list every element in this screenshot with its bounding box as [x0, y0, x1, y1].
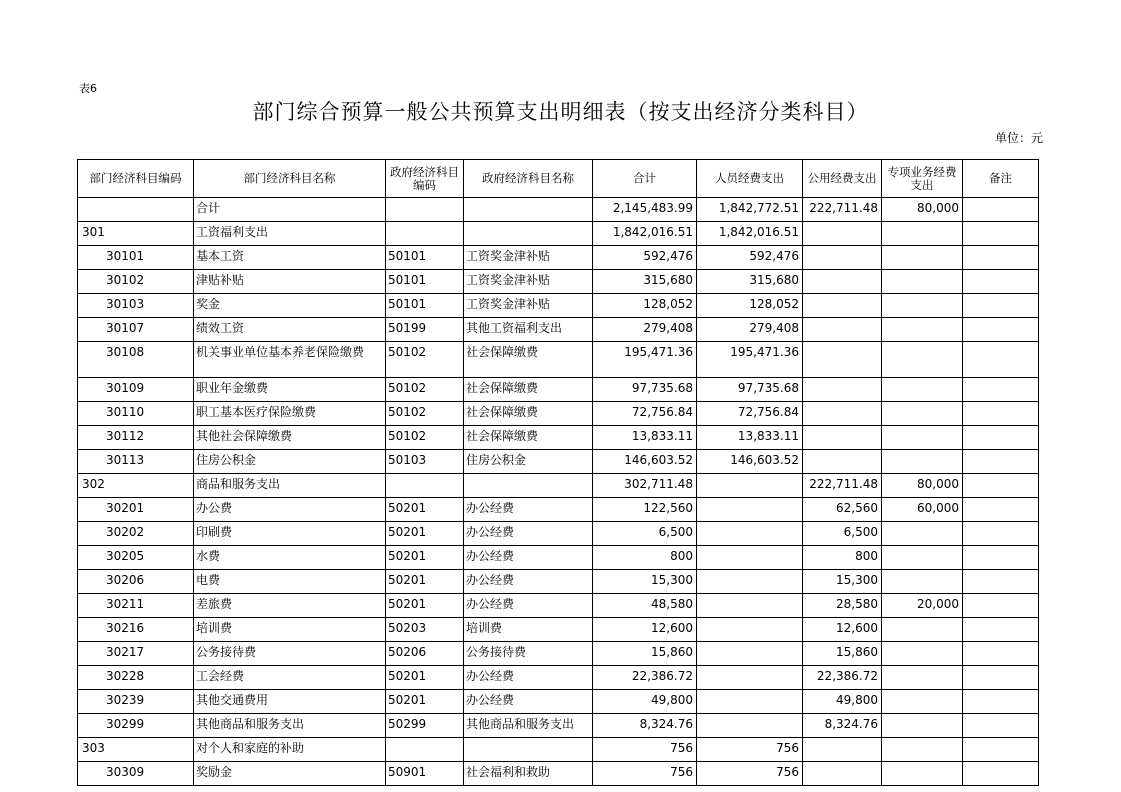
table-row — [78, 474, 1039, 498]
cell-personnel: 97,735.68 — [697, 378, 803, 402]
cell-personnel: 128,052 — [697, 294, 803, 318]
cell-public — [803, 318, 882, 342]
cell-gov-code: 50101 — [386, 270, 464, 294]
cell-dept-name: 绩效工资 — [194, 318, 386, 342]
cell-gov-code — [386, 222, 464, 246]
cell-total: 756 — [593, 762, 697, 786]
cell-total: 2,145,483.99 — [593, 198, 697, 222]
header-personnel: 人员经费支出 — [697, 160, 803, 198]
cell-gov-name: 公务接待费 — [464, 642, 593, 666]
cell-gov-code: 50299 — [386, 714, 464, 738]
cell-personnel: 146,603.52 — [697, 450, 803, 474]
cell-special — [882, 402, 963, 426]
cell-dept-code: 30110 — [78, 402, 194, 426]
header-public: 公用经费支出 — [803, 160, 882, 198]
cell-special — [882, 246, 963, 270]
page-title: 部门综合预算一般公共预算支出明细表（按支出经济分类科目） — [252, 100, 869, 124]
cell-special: 60,000 — [882, 498, 963, 522]
cell-note — [963, 642, 1039, 666]
cell-dept-code — [78, 198, 194, 222]
cell-personnel: 195,471.36 — [697, 342, 803, 378]
cell-gov-name: 社会保障缴费 — [464, 378, 593, 402]
cell-gov-name: 办公经费 — [464, 690, 593, 714]
header-gov-name: 政府经济科目名称 — [464, 160, 593, 198]
cell-special: 80,000 — [882, 474, 963, 498]
header-gov-code: 政府经济科目编码 — [386, 160, 464, 198]
cell-public — [803, 738, 882, 762]
cell-personnel — [697, 642, 803, 666]
cell-gov-code: 50206 — [386, 642, 464, 666]
cell-note — [963, 690, 1039, 714]
cell-total: 48,580 — [593, 594, 697, 618]
cell-special — [882, 714, 963, 738]
cell-total: 97,735.68 — [593, 378, 697, 402]
cell-dept-code: 301 — [78, 222, 194, 246]
cell-total: 1,842,016.51 — [593, 222, 697, 246]
cell-gov-code: 50201 — [386, 498, 464, 522]
cell-public: 15,300 — [803, 570, 882, 594]
cell-gov-name: 工资奖金津补贴 — [464, 270, 593, 294]
cell-public: 8,324.76 — [803, 714, 882, 738]
cell-special — [882, 270, 963, 294]
cell-dept-name: 奖励金 — [194, 762, 386, 786]
cell-dept-code: 30217 — [78, 642, 194, 666]
cell-dept-code: 30206 — [78, 570, 194, 594]
cell-special — [882, 342, 963, 378]
cell-dept-code: 30109 — [78, 378, 194, 402]
cell-total: 49,800 — [593, 690, 697, 714]
table-row — [78, 402, 1039, 426]
cell-dept-code: 30228 — [78, 666, 194, 690]
cell-dept-code: 30211 — [78, 594, 194, 618]
cell-dept-name: 工会经费 — [194, 666, 386, 690]
cell-note — [963, 246, 1039, 270]
cell-note — [963, 594, 1039, 618]
cell-gov-code: 50102 — [386, 402, 464, 426]
cell-dept-name: 合计 — [194, 198, 386, 222]
cell-total: 592,476 — [593, 246, 697, 270]
cell-special — [882, 222, 963, 246]
cell-note — [963, 738, 1039, 762]
cell-dept-name: 其他交通费用 — [194, 690, 386, 714]
cell-public: 22,386.72 — [803, 666, 882, 690]
cell-public: 222,711.48 — [803, 198, 882, 222]
cell-special — [882, 690, 963, 714]
table-row — [78, 342, 1039, 378]
cell-note — [963, 378, 1039, 402]
table-row — [78, 618, 1039, 642]
cell-dept-name: 工资福利支出 — [194, 222, 386, 246]
cell-total: 15,300 — [593, 570, 697, 594]
cell-special — [882, 738, 963, 762]
cell-gov-code — [386, 738, 464, 762]
cell-dept-code: 302 — [78, 474, 194, 498]
cell-note — [963, 522, 1039, 546]
cell-gov-code: 50102 — [386, 378, 464, 402]
cell-special — [882, 378, 963, 402]
table-row — [78, 246, 1039, 270]
cell-total: 279,408 — [593, 318, 697, 342]
cell-public — [803, 270, 882, 294]
table-row — [78, 450, 1039, 474]
cell-public: 62,560 — [803, 498, 882, 522]
cell-gov-code: 50201 — [386, 522, 464, 546]
table-row — [78, 570, 1039, 594]
cell-dept-code: 30113 — [78, 450, 194, 474]
cell-gov-name — [464, 222, 593, 246]
cell-dept-code: 30239 — [78, 690, 194, 714]
cell-public: 222,711.48 — [803, 474, 882, 498]
cell-gov-code: 50201 — [386, 546, 464, 570]
cell-gov-name: 社会保障缴费 — [464, 426, 593, 450]
cell-public: 49,800 — [803, 690, 882, 714]
header-note: 备注 — [963, 160, 1039, 198]
cell-dept-code: 30309 — [78, 762, 194, 786]
cell-note — [963, 426, 1039, 450]
cell-personnel: 279,408 — [697, 318, 803, 342]
cell-dept-code: 30102 — [78, 270, 194, 294]
cell-public — [803, 222, 882, 246]
cell-personnel — [697, 594, 803, 618]
cell-note — [963, 222, 1039, 246]
cell-gov-code: 50101 — [386, 294, 464, 318]
table-row — [78, 498, 1039, 522]
cell-gov-name: 办公经费 — [464, 570, 593, 594]
cell-dept-name: 其他社会保障缴费 — [194, 426, 386, 450]
table-row — [78, 378, 1039, 402]
cell-dept-name: 住房公积金 — [194, 450, 386, 474]
cell-special — [882, 546, 963, 570]
cell-dept-name: 职业年金缴费 — [194, 378, 386, 402]
table-row — [78, 714, 1039, 738]
cell-gov-code: 50201 — [386, 570, 464, 594]
cell-special: 80,000 — [882, 198, 963, 222]
table-row — [78, 594, 1039, 618]
cell-special — [882, 642, 963, 666]
cell-personnel — [697, 498, 803, 522]
cell-total: 12,600 — [593, 618, 697, 642]
cell-dept-code: 30299 — [78, 714, 194, 738]
cell-gov-code: 50102 — [386, 426, 464, 450]
cell-gov-name: 社会保障缴费 — [464, 402, 593, 426]
cell-note — [963, 294, 1039, 318]
cell-dept-name: 商品和服务支出 — [194, 474, 386, 498]
cell-dept-name: 津贴补贴 — [194, 270, 386, 294]
header-total: 合计 — [593, 160, 697, 198]
cell-note — [963, 402, 1039, 426]
cell-gov-name: 住房公积金 — [464, 450, 593, 474]
cell-personnel: 315,680 — [697, 270, 803, 294]
cell-personnel — [697, 474, 803, 498]
cell-gov-code: 50201 — [386, 594, 464, 618]
cell-dept-name: 对个人和家庭的补助 — [194, 738, 386, 762]
cell-dept-name: 公务接待费 — [194, 642, 386, 666]
header-dept-name: 部门经济科目名称 — [194, 160, 386, 198]
cell-note — [963, 342, 1039, 378]
table-row — [78, 318, 1039, 342]
cell-public: 6,500 — [803, 522, 882, 546]
cell-dept-code: 30201 — [78, 498, 194, 522]
table-row — [78, 738, 1039, 762]
cell-gov-name: 培训费 — [464, 618, 593, 642]
cell-dept-code: 30112 — [78, 426, 194, 450]
cell-special — [882, 450, 963, 474]
cell-dept-name: 差旅费 — [194, 594, 386, 618]
cell-dept-code: 30101 — [78, 246, 194, 270]
cell-gov-name: 办公经费 — [464, 522, 593, 546]
cell-special: 20,000 — [882, 594, 963, 618]
cell-personnel: 13,833.11 — [697, 426, 803, 450]
cell-personnel: 592,476 — [697, 246, 803, 270]
cell-gov-name: 其他商品和服务支出 — [464, 714, 593, 738]
cell-dept-name: 职工基本医疗保险缴费 — [194, 402, 386, 426]
table-row — [78, 762, 1039, 786]
table-row — [78, 426, 1039, 450]
table-row — [78, 546, 1039, 570]
header-dept-code: 部门经济科目编码 — [78, 160, 194, 198]
cell-total: 756 — [593, 738, 697, 762]
cell-dept-name: 奖金 — [194, 294, 386, 318]
cell-total: 315,680 — [593, 270, 697, 294]
cell-personnel: 1,842,772.51 — [697, 198, 803, 222]
cell-personnel: 756 — [697, 762, 803, 786]
cell-special — [882, 666, 963, 690]
cell-gov-code: 50201 — [386, 666, 464, 690]
cell-note — [963, 714, 1039, 738]
cell-public: 15,860 — [803, 642, 882, 666]
cell-public — [803, 426, 882, 450]
cell-total: 195,471.36 — [593, 342, 697, 378]
cell-personnel — [697, 714, 803, 738]
cell-dept-code: 30205 — [78, 546, 194, 570]
cell-dept-name: 机关事业单位基本养老保险缴费 — [194, 342, 386, 378]
cell-total: 15,860 — [593, 642, 697, 666]
cell-gov-name — [464, 474, 593, 498]
cell-total: 13,833.11 — [593, 426, 697, 450]
cell-gov-name: 工资奖金津补贴 — [464, 246, 593, 270]
cell-dept-code: 30202 — [78, 522, 194, 546]
cell-personnel: 1,842,016.51 — [697, 222, 803, 246]
cell-gov-code: 50101 — [386, 246, 464, 270]
cell-public — [803, 342, 882, 378]
table-row — [78, 270, 1039, 294]
cell-gov-name: 社会福利和救助 — [464, 762, 593, 786]
table-number: 表6 — [79, 82, 97, 95]
cell-note — [963, 618, 1039, 642]
cell-note — [963, 270, 1039, 294]
unit-label: 单位：元 — [994, 131, 1043, 145]
cell-public: 800 — [803, 546, 882, 570]
cell-special — [882, 426, 963, 450]
cell-public — [803, 294, 882, 318]
cell-special — [882, 318, 963, 342]
cell-gov-name: 办公经费 — [464, 666, 593, 690]
table-body — [78, 198, 1039, 786]
cell-public — [803, 450, 882, 474]
cell-gov-code: 50199 — [386, 318, 464, 342]
cell-note — [963, 198, 1039, 222]
cell-note — [963, 546, 1039, 570]
cell-special — [882, 522, 963, 546]
cell-note — [963, 498, 1039, 522]
table-row — [78, 666, 1039, 690]
cell-special — [882, 294, 963, 318]
cell-total: 8,324.76 — [593, 714, 697, 738]
table-row — [78, 198, 1039, 222]
cell-dept-name: 电费 — [194, 570, 386, 594]
cell-total: 146,603.52 — [593, 450, 697, 474]
cell-gov-name: 办公经费 — [464, 594, 593, 618]
cell-personnel — [697, 618, 803, 642]
cell-personnel: 72,756.84 — [697, 402, 803, 426]
cell-public: 28,580 — [803, 594, 882, 618]
expenditure-table — [77, 159, 1039, 786]
table-row — [78, 690, 1039, 714]
cell-public — [803, 762, 882, 786]
table-row — [78, 522, 1039, 546]
cell-dept-code: 30103 — [78, 294, 194, 318]
header-row — [78, 160, 1039, 198]
cell-total: 128,052 — [593, 294, 697, 318]
cell-gov-code: 50201 — [386, 690, 464, 714]
cell-gov-code — [386, 198, 464, 222]
cell-special — [882, 570, 963, 594]
cell-note — [963, 570, 1039, 594]
header-special: 专项业务经费支出 — [882, 160, 963, 198]
cell-gov-code — [386, 474, 464, 498]
table-row — [78, 294, 1039, 318]
cell-personnel — [697, 522, 803, 546]
cell-special — [882, 618, 963, 642]
cell-gov-name: 办公经费 — [464, 546, 593, 570]
cell-personnel — [697, 666, 803, 690]
cell-total: 122,560 — [593, 498, 697, 522]
cell-public — [803, 378, 882, 402]
cell-note — [963, 666, 1039, 690]
cell-gov-name: 社会保障缴费 — [464, 342, 593, 378]
cell-gov-name: 办公经费 — [464, 498, 593, 522]
cell-dept-code: 30216 — [78, 618, 194, 642]
cell-personnel — [697, 570, 803, 594]
cell-gov-code: 50102 — [386, 342, 464, 378]
cell-gov-code: 50901 — [386, 762, 464, 786]
cell-personnel: 756 — [697, 738, 803, 762]
table-row — [78, 222, 1039, 246]
cell-note — [963, 762, 1039, 786]
cell-dept-name: 基本工资 — [194, 246, 386, 270]
cell-gov-name: 其他工资福利支出 — [464, 318, 593, 342]
cell-gov-name — [464, 738, 593, 762]
cell-gov-name — [464, 198, 593, 222]
cell-public — [803, 402, 882, 426]
cell-total: 800 — [593, 546, 697, 570]
cell-personnel — [697, 546, 803, 570]
cell-public: 12,600 — [803, 618, 882, 642]
cell-dept-name: 办公费 — [194, 498, 386, 522]
cell-dept-code: 30107 — [78, 318, 194, 342]
cell-total: 22,386.72 — [593, 666, 697, 690]
cell-note — [963, 474, 1039, 498]
cell-gov-code: 50103 — [386, 450, 464, 474]
cell-gov-code: 50203 — [386, 618, 464, 642]
cell-dept-name: 培训费 — [194, 618, 386, 642]
cell-note — [963, 450, 1039, 474]
cell-gov-name: 工资奖金津补贴 — [464, 294, 593, 318]
cell-total: 302,711.48 — [593, 474, 697, 498]
cell-public — [803, 246, 882, 270]
table-row — [78, 642, 1039, 666]
cell-dept-code: 303 — [78, 738, 194, 762]
cell-note — [963, 318, 1039, 342]
cell-dept-code: 30108 — [78, 342, 194, 378]
cell-personnel — [697, 690, 803, 714]
cell-special — [882, 762, 963, 786]
cell-total: 6,500 — [593, 522, 697, 546]
cell-dept-name: 其他商品和服务支出 — [194, 714, 386, 738]
cell-total: 72,756.84 — [593, 402, 697, 426]
cell-dept-name: 印刷费 — [194, 522, 386, 546]
cell-dept-name: 水费 — [194, 546, 386, 570]
